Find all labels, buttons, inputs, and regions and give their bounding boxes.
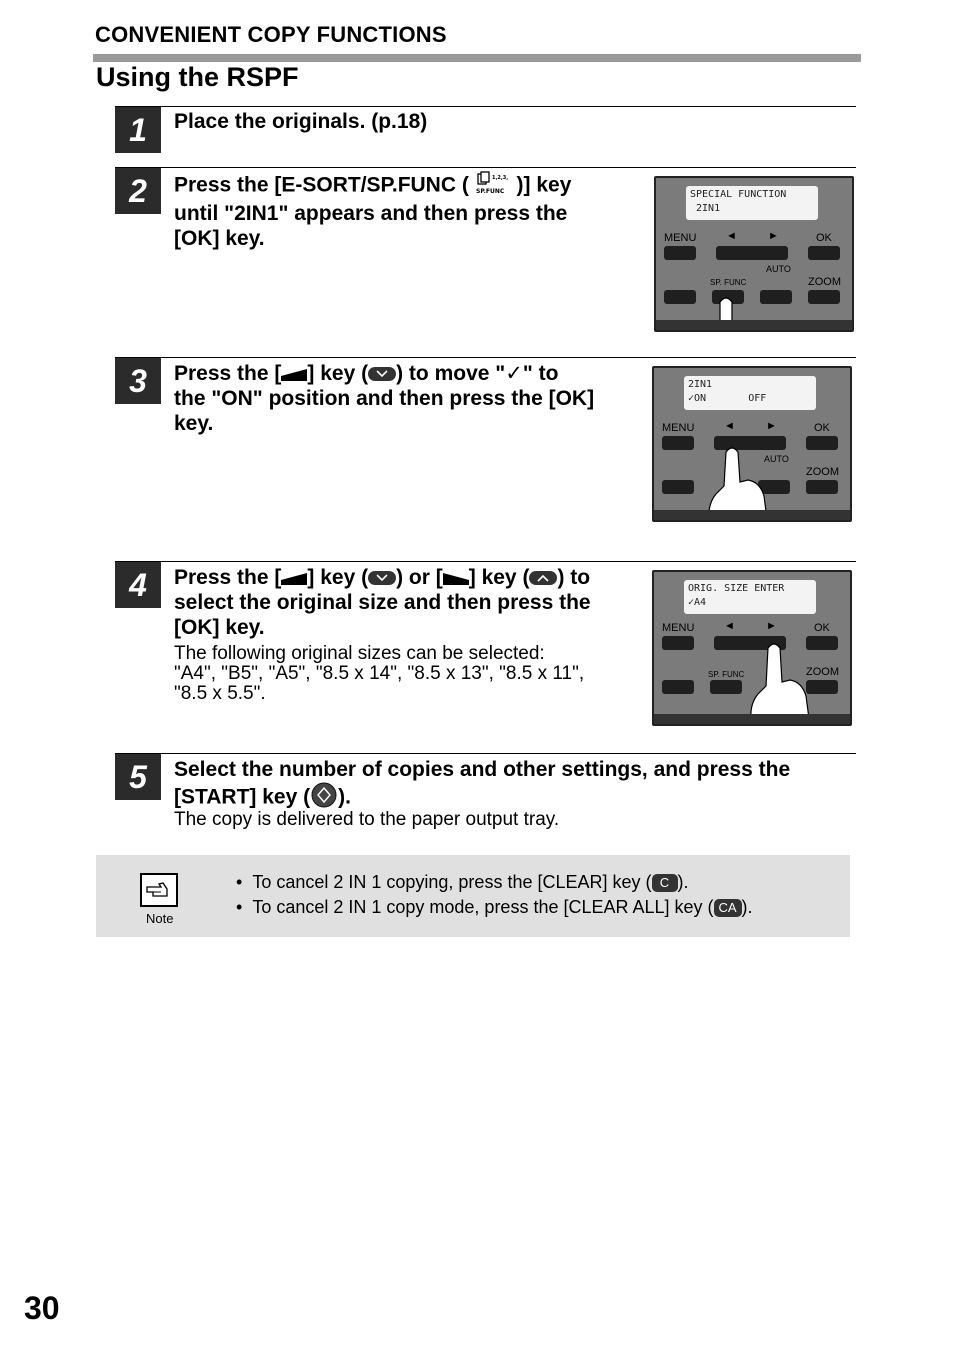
left-arrow-key-icon (281, 367, 307, 381)
up-key-icon (529, 571, 557, 585)
sp-func-key-icon (475, 171, 511, 201)
clear-all-key-icon: CA (714, 899, 742, 917)
arrow-rocker-button (716, 246, 788, 260)
step-text: ) to move " (396, 362, 506, 385)
step-rule (115, 561, 856, 562)
step-number: 1 (115, 107, 161, 153)
step-text: Press the [ (174, 566, 282, 589)
step-number: 5 (115, 754, 161, 800)
step-number: 3 (115, 358, 161, 404)
left-arrow-label: ◄ (726, 230, 737, 242)
note-text: ). (677, 872, 689, 892)
step-text: [START] key ( (174, 785, 311, 809)
step-2-title (174, 171, 624, 251)
svg-text:1,2,3,: 1,2,3, (491, 175, 508, 181)
spfunc-button (710, 680, 742, 694)
note-text: To cancel 2 IN 1 copy mode, press the [CLEAR ALL] key ( (252, 897, 714, 917)
step-number: 2 (115, 168, 161, 214)
clear-key-icon: C (652, 874, 678, 892)
step-text: ). (338, 785, 351, 809)
menu-label: MENU (664, 232, 697, 244)
step-text: ) or [ (396, 566, 443, 589)
ok-label: OK (816, 232, 832, 244)
note-bullet: • To cancel 2 IN 1 copying, press the [CLEAR] key ( C ). (236, 872, 689, 892)
note-bullet: • To cancel 2 IN 1 copy mode, press the [CLEAR ALL] key ( CA ). (236, 897, 753, 917)
note-label: Note (146, 911, 174, 926)
ok-label: OK (814, 622, 830, 634)
step-1-title: Place the originals. (p.18) (174, 110, 428, 133)
step-text: select the original size and then press the (174, 591, 591, 614)
step-4-title (174, 565, 644, 640)
body-text: "A4", "B5", "A5", "8.5 x 14", "8.5 x 13", "8.5 x 11", (174, 663, 585, 684)
spfunc-label: SP. FUNC (708, 670, 745, 679)
step-text: ] key ( (307, 362, 369, 385)
checkmark-icon: ✓ (505, 362, 523, 385)
step-rule (115, 167, 856, 168)
left-arrow-label: ◄ (724, 620, 735, 632)
step-text: [OK] key. (174, 227, 265, 250)
ok-button (808, 246, 840, 260)
right-arrow-key-icon (443, 571, 469, 585)
step-text: until "2IN1" appears and then press the (174, 202, 568, 225)
step-text: Press the [ (174, 362, 282, 385)
panel-button (664, 290, 696, 304)
step-text: Press the [E-SORT/SP.FUNC ( (174, 173, 469, 197)
step-text: ] key ( (468, 566, 530, 589)
panel-button (662, 680, 694, 694)
lcd-display: 2IN1 ✓ON OFF (684, 376, 816, 410)
body-text: The following original sizes can be selected: (174, 643, 545, 664)
step-4-body (174, 644, 644, 704)
lcd-display: ORIG. SIZE ENTER ✓A4 (684, 580, 816, 614)
step-text: Select the number of copies and other settings, and press the (174, 758, 791, 781)
note-text: ). (741, 897, 753, 917)
zoom-button (808, 290, 840, 304)
panel-edge (656, 320, 852, 330)
body-text: "8.5 x 5.5". (174, 683, 266, 704)
lcd-display: SPECIAL FUNCTION 2IN1 (686, 186, 818, 220)
right-arrow-label: ► (766, 420, 777, 432)
control-panel-image (654, 176, 854, 332)
menu-label: MENU (662, 422, 695, 434)
right-arrow-label: ► (768, 230, 779, 242)
step-5-body: The copy is delivered to the paper output tray. (174, 809, 560, 830)
step-rule (115, 357, 856, 358)
spfunc-label: SP. FUNC (710, 278, 747, 287)
panel-edge (654, 714, 850, 724)
left-arrow-label: ◄ (724, 420, 735, 432)
page-number: 30 (24, 1290, 60, 1326)
svg-text:SP.FUNC: SP.FUNC (475, 188, 504, 195)
page-title: Using the RSPF (96, 62, 299, 92)
zoom-label: ZOOM (808, 276, 841, 288)
zoom-label: ZOOM (806, 666, 839, 678)
menu-button (664, 246, 696, 260)
step-3-title (174, 361, 644, 436)
down-key-icon (368, 367, 396, 381)
menu-button (662, 636, 694, 650)
panel-edge (654, 510, 850, 520)
zoom-button (806, 480, 838, 494)
ok-label: OK (814, 422, 830, 434)
control-panel-image (652, 570, 852, 726)
zoom-label: ZOOM (806, 466, 839, 478)
step-text: " to (522, 362, 559, 385)
section-heading: CONVENIENT COPY FUNCTIONS (95, 22, 447, 47)
step-text: the "ON" position and then press the [OK] (174, 387, 595, 410)
panel-button (662, 480, 694, 494)
step-text: )] key (516, 173, 572, 197)
step-rule (115, 106, 856, 107)
auto-label: AUTO (764, 454, 789, 464)
control-panel-image (652, 366, 852, 522)
ok-button (806, 436, 838, 450)
down-key-icon (368, 571, 396, 585)
step-text: ) to (557, 566, 591, 589)
panel-button (760, 290, 792, 304)
left-arrow-key-icon (281, 571, 307, 585)
note-box (96, 855, 850, 937)
step-text: ] key ( (307, 566, 369, 589)
step-text: [OK] key. (174, 616, 265, 639)
heading-rule (93, 54, 861, 62)
step-5-title (174, 757, 854, 814)
menu-button (662, 436, 694, 450)
step-text: key. (174, 412, 214, 435)
auto-label: AUTO (766, 264, 791, 274)
step-rule (115, 753, 856, 754)
pointing-hand-icon (140, 873, 178, 907)
step-number: 4 (115, 562, 161, 608)
note-text: To cancel 2 IN 1 copying, press the [CLEAR] key ( (252, 872, 652, 892)
menu-label: MENU (662, 622, 695, 634)
right-arrow-label: ► (766, 620, 777, 632)
